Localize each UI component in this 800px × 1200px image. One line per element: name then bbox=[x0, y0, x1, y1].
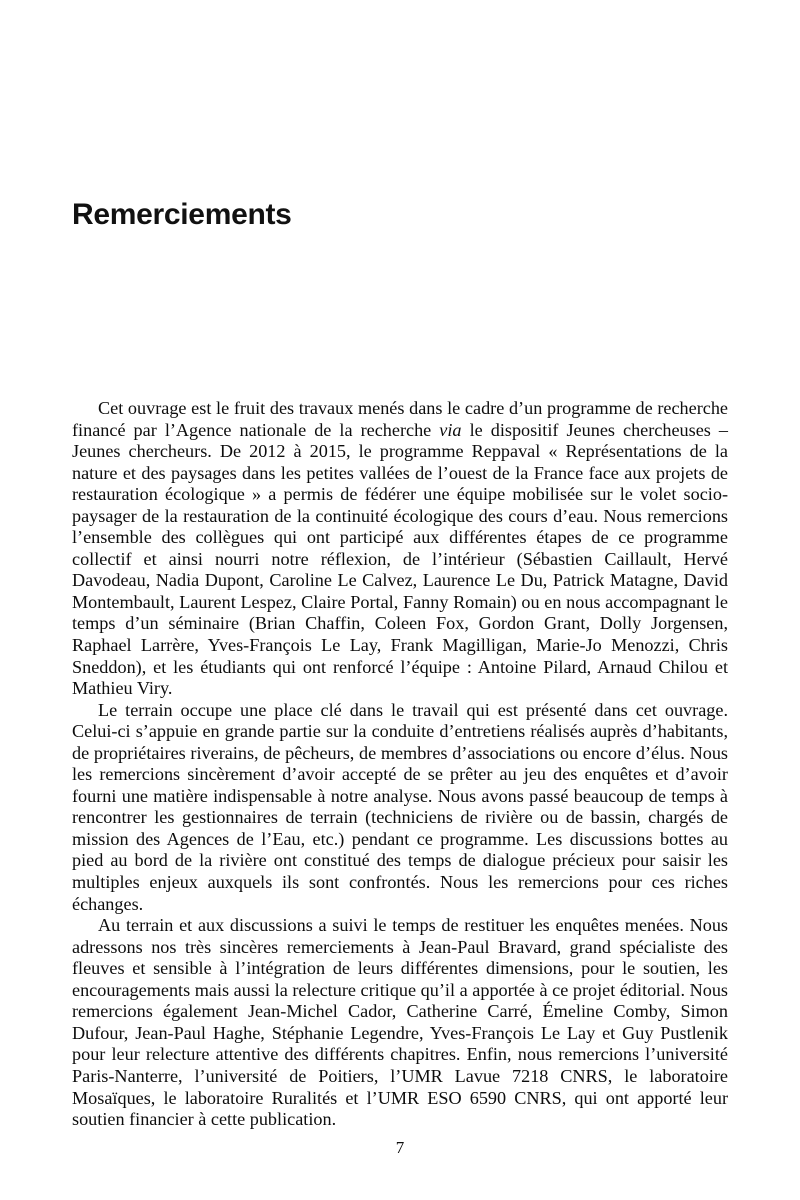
body-text bbox=[72, 398, 728, 1131]
chapter-title: Remerciements bbox=[72, 198, 292, 231]
page-number: 7 bbox=[395, 1138, 405, 1157]
paragraph-1-italic-via: via bbox=[439, 419, 462, 440]
paragraph-1-text-before-italic: Cet ouvrage est le fruit des travaux menés dans le cadre d’un programme de recherche financé par l’Agence nationale de la recherche bbox=[72, 398, 728, 440]
paragraph-3: Au terrain et aux discussions a suivi le temps de restituer les enquêtes menées. Nous adressons nos très sincères remerciements à Jean-Paul Bravard, grand spécialiste des fleuves et sensible à l’intégration de leurs différentes dimensions, pour le soutien, les encouragements mais aussi la relecture critique qu’il a apportée à ce projet éditorial. Nous remercions également Jean-Michel Cador, Catherine Carré, Émeline Comby, Simon Dufour, Jean-Paul Haghe, Stéphanie Legendre, Yves-François Le Lay et Guy Pustlenik pour leur relecture attentive des différents chapitres. Enfin, nous remercions l’université Paris-Nanterre, l’université de Poitiers, l’UMR Lavue 7218 CNRS, le laboratoire Mosaïques, le laboratoire Ruralités et l’UMR ESO 6590 CNRS, qui ont apporté leur soutien financier à cette publication. bbox=[72, 915, 728, 1130]
paragraph-2: Le terrain occupe une place clé dans le travail qui est présenté dans cet ouvrage. Celui-ci s’appuie en grande partie sur la conduite d’entretiens réalisés auprès d’habitants, de propriétaires riverains, de pêcheurs, de membres d’associations ou encore d’élus. Nous les remercions sincèrement d’avoir accepté de se prêter au jeu des enquêtes et d’avoir fourni une matière indispensable à notre analyse. Nous avons passé beaucoup de temps à rencontrer les gestionnaires de terrain (techniciens de rivière ou de bassin, chargés de mission des Agences de l’Eau, etc.) pendant ce programme. Les discussions bottes au pied au bord de la rivière ont constitué des temps de dialogue précieux pour saisir les multiples enjeux auxquels ils sont confrontés. Nous les remercions pour ces riches échanges. bbox=[72, 699, 728, 914]
paragraph-1-text-after-italic: le dispositif Jeunes chercheuses – Jeunes chercheurs. De 2012 à 2015, le programme Reppaval « Représentations de la nature et des paysages dans les petites vallées de l’ouest de la France face aux projets de restauration écologique » a permis de fédérer une équipe mobilisée sur le volet socio-paysager de la restauration de la continuité écologique des cours d’eau. Nous remercions l’ensemble des collègues qui ont participé aux différentes étapes de ce programme collectif et ainsi nourri notre réflexion, de l’intérieur (Sébastien Caillault, Hervé Davodeau, Nadia Dupont, Caroline Le Calvez, Laurence Le Du, Patrick Matagne, David Montembault, Laurent Lespez, Claire Portal, Fanny Romain) ou en nous accompagnant le temps d’un séminaire (Brian Chaffin, Coleen Fox, Gordon Grant, Dolly Jorgensen, Raphael Larrère, Yves-François Le Lay, Frank Magilligan, Marie-Jo Menozzi, Chris Sneddon), et les étudiants qui ont renforcé l’équipe : Antoine Pilard, Arnaud Chilou et Mathieu Viry. bbox=[72, 419, 729, 699]
paragraph-1 bbox=[72, 398, 728, 700]
